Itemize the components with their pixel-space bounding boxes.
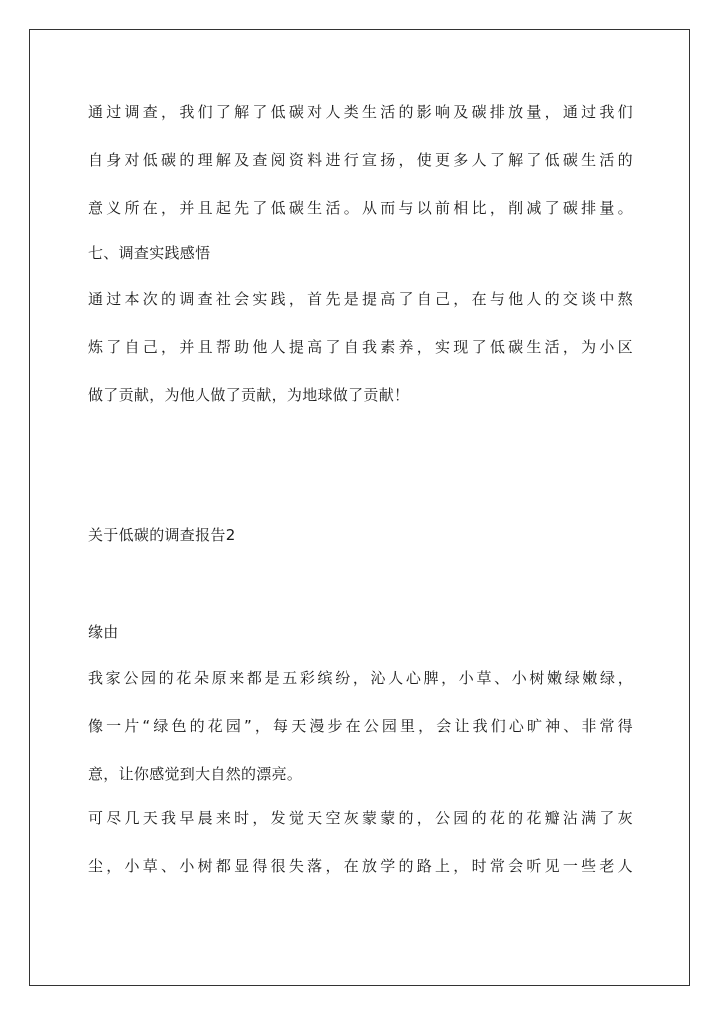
paragraph-line: 通过本次的调查社会实践，首先是提高了自己，在与他人的交谈中熬	[88, 290, 633, 308]
paragraph-line: 自身对低碳的理解及查阅资料进行宣扬，使更多人了解了低碳生活的	[88, 151, 633, 169]
paragraph-line: 意义所在，并且起先了低碳生活。从而与以前相比，削减了碳排量。	[88, 199, 633, 217]
paragraph-line: 我家公园的花朵原来都是五彩缤纷，沁人心脾，小草、小树嫩绿嫩绿，	[88, 669, 633, 687]
section-heading: 缘由	[88, 623, 119, 641]
page-border	[29, 29, 690, 986]
paragraph-line: 炼了自己，并且帮助他人提高了自我素养，实现了低碳生活，为小区	[88, 338, 633, 356]
paragraph-line: 通过调查，我们了解了低碳对人类生活的影响及碳排放量，通过我们	[88, 103, 633, 121]
report-title: 关于低碳的调查报告2	[88, 526, 236, 544]
paragraph-line: 像一片“绿色的花园”，每天漫步在公园里，会让我们心旷神、非常得	[88, 717, 633, 735]
paragraph-line: 意，让你感觉到大自然的漂亮。	[88, 765, 303, 783]
section-heading: 七、调查实践感悟	[88, 244, 211, 262]
paragraph-line: 可尽几天我早晨来时，发觉天空灰蒙蒙的，公园的花的花瓣沾满了灰	[88, 809, 633, 827]
paragraph-line: 尘，小草、小树都显得很失落，在放学的路上，时常会听见一些老人	[88, 857, 633, 875]
paragraph-line: 做了贡献，为他人做了贡献，为地球做了贡献！	[88, 386, 410, 404]
